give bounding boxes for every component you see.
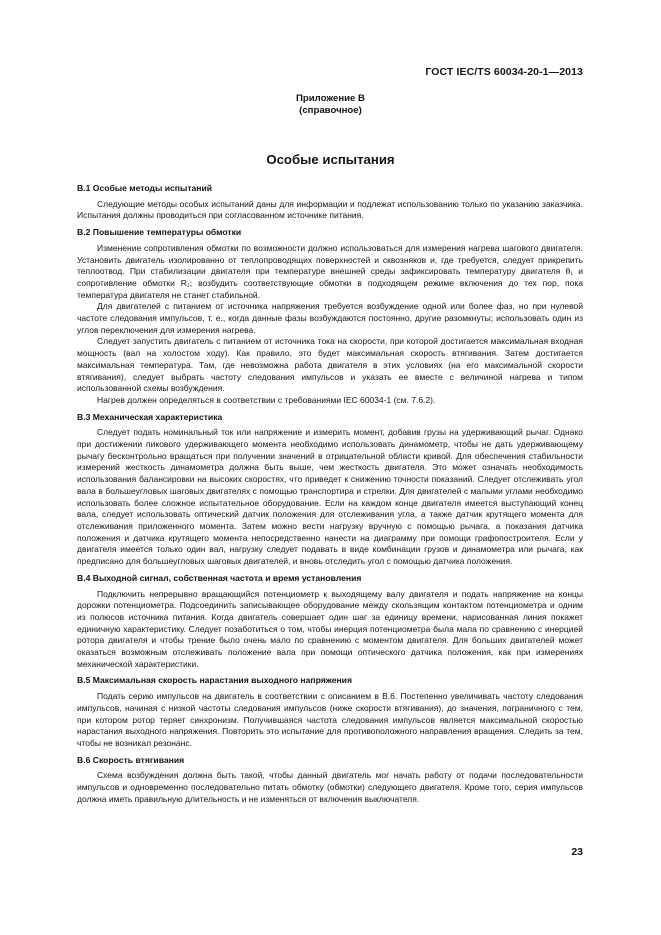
section-heading: В.1 Особые методы испытаний <box>77 183 213 193</box>
appendix-title: Приложение В <box>296 93 365 104</box>
section-b2 <box>77 227 583 407</box>
paragraph: Схема возбуждения должна быть такой, чтобы данный двигатель мог начать работу от подачи последовательности импульсов и одновременно последовательно питать обмотку (обмотки) следующего двигателя. Кроме того, серия импульсов должна иметь правильную длительность и не изменяться от включения выключателя. <box>77 770 583 804</box>
document-body <box>77 183 583 810</box>
appendix-subtitle: (справочное) <box>299 105 362 116</box>
page-number: 23 <box>571 846 583 858</box>
section-b3 <box>77 412 583 568</box>
section-b6 <box>77 755 583 806</box>
paragraph: Следует запустить двигатель с питанием от источника тока на скорости, при которой достигается максимальная входная мощность (вал на холостом ходу). Как правило, это будет максимальная скорость втягивания. Затем достигается максимальная температура. Там, где невозможна работа двигателя в этих условиях (на его максимальной скорости втягивания), следует выбрать частоту следования импульсов и указать ее вместе с величиной нагрева и типом использованной схемы возбуждения. <box>77 336 583 394</box>
section-b4 <box>77 573 583 671</box>
paragraph: Следующие методы особых испытаний даны для информации и подлежат использованию только по указанию заказчика. Испытания должны проводиться при согласованном источнике питания. <box>77 198 583 221</box>
section-heading: В.2 Повышение температуры обмотки <box>77 227 242 238</box>
appendix-label <box>0 93 661 117</box>
page-title: Особые испытания <box>266 152 395 167</box>
paragraph: Нагрев должен определяться в соответствии с требованиями IEC 60034-1 (см. 7.6.2). <box>97 394 436 405</box>
section-heading: В.5 Максимальная скорость нарастания выходного напряжения <box>77 675 352 686</box>
section-b5 <box>77 675 583 749</box>
section-heading: В.4 Выходной сигнал, собственная частота и время установления <box>77 572 362 583</box>
paragraph: Следует подать номинальный ток или напряжение и измерить момент, добавив грузы на удерживающий рычаг. Однако при достижении пикового удерживающего момента необходимо использовать динамометр, чтобы не дать удерживающему рычагу бесконтрольно вращаться при получении значений в отрицательной области кривой. Для обеспечения стабильности измерений жесткость динамометра должна быть выше, чем жесткость двигателя. Это может означать необходимость использования балансировки на высоких скоростях, что приведет к снижению точности показаний. Следует отслеживать угол вала в большеугловых шаговых двигателях с помощью транспортира и стрелки. Для двигателей с малыми углами необходимо использовать более сложное испытательное оборудование. Если на каждом конце двигателя имеется выступающий конец вала, следует использовать оптический датчик положения для отслеживания угла, а также датчик крутящего момента для отслеживания приложенного момента. Затем можно вести нагрузку вручную с помощью рычага, а показания датчика положения и датчика крутящего момента непосредственно нанести на диаграмму при помощи графопостроителя. Если у двигателя имеется только один вал, нагрузку следует подавать в виде комбинации грузов и динамометра или рычага, как предписано для большеугловых шаговых двигателей, и вновь отследить угол с помощью датчика положения. <box>77 427 583 567</box>
section-heading: В.3 Механическая характеристика <box>77 411 223 422</box>
paragraph: Подключить непрерывно вращающийся потенциометр к выходящему валу двигателя и подать напряжение на концы дорожки потенциометра. Подсоединить записывающее оборудование между скользящим контактом потенциометра и одним из полюсов источника питания. Когда двигатель совершает один шаг за единицу времени, нарисованная линия покажет единичную характеристику. Следует позаботиться о том, чтобы инерция потенциометра была мала по сравнению с инерцией ротора двигателя и чтобы трение было очень мало по сравнению с моментом двигателя. Для больших двигателей может оказаться возможным отслеживать положение вала при помощи оптического датчика положения, как при измерениях механической характеристики. <box>77 588 583 669</box>
document-header: ГОСТ IEC/TS 60034-20-1—2013 <box>425 66 583 78</box>
section-heading: В.6 Скорость втягивания <box>77 754 185 765</box>
paragraph: Подать серию импульсов на двигатель в соответствии с описанием в В.6. Постепенно увеличивать частоту следования импульсов, начиная с низкой частоты следования импульсов (ниже скорости втягивания), до значения, пограничного с тем, при котором ротор теряет синхронизм. Получившаяся частота следования импульсов является максимальной скоростью нарастания выходного напряжения. Повторить это испытание для противоположного направления вращения. Следить за тем, чтобы не возникал резонанс. <box>77 691 583 748</box>
paragraph: Изменение сопротивления обмотки по возможности должно использоваться для измерения нагрева шагового двигателя. Установить двигатель изолированно от теплопроводящих поверхностей и сквозняков и, где требуется, следует прикрепить теплоотвод. При стабилизации двигателя при температуре внешней среды зафиксировать температуру двигателя θ₁ и сопротивление обмотки R₁; возбудить соответствующие обмотки в подходящем режиме включения до тех пор, пока температура двигателя не станет стабильной. <box>77 242 583 300</box>
section-b1 <box>77 183 583 222</box>
paragraph: Для двигателей с питанием от источника напряжения требуется возбуждение одной или более фаз, но при нулевой частоте следования импульсов, т. е., когда данные фазы возбуждаются постоянно, другие разомкнуты; использовать один из углов переключения для измерения нагрева. <box>77 301 583 335</box>
